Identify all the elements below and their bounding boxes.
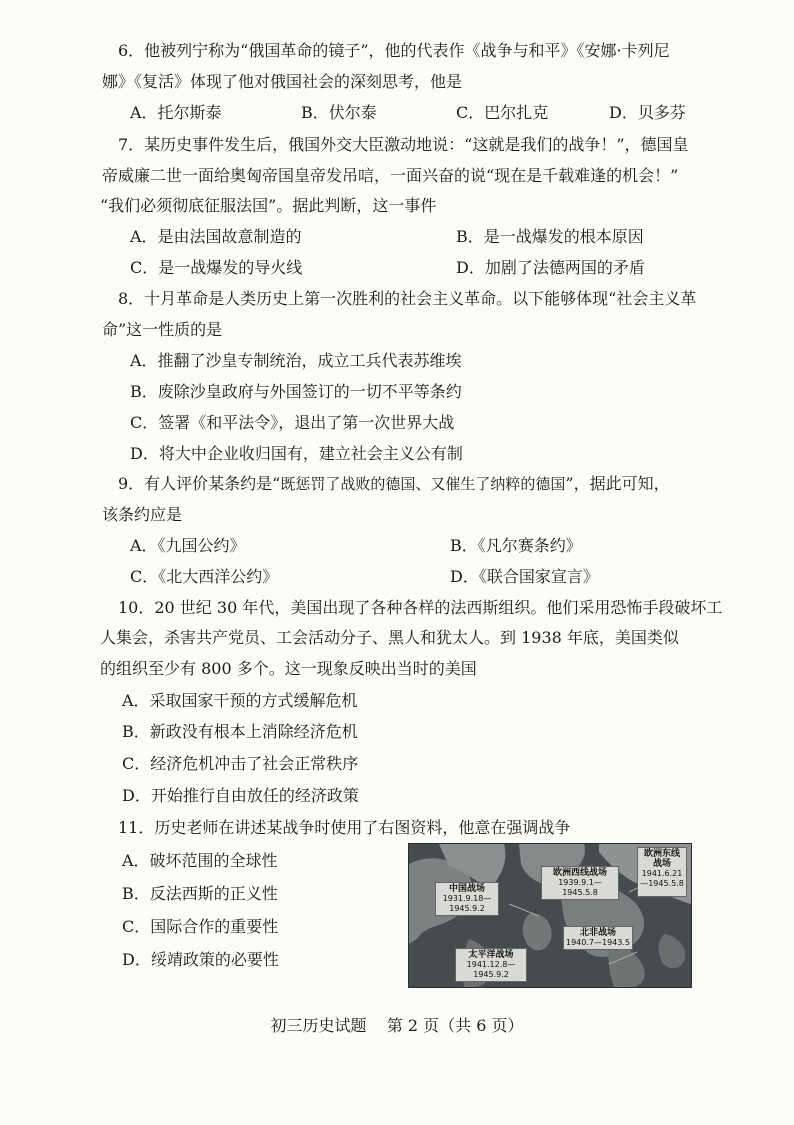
q11-option-c[interactable]: C．国际合作的重要性	[122, 917, 279, 936]
map-label-north-africa-front	[563, 926, 633, 950]
q10-option-a[interactable]: A．采取国家干预的方式缓解危机	[122, 691, 358, 710]
q6-stem-line-1: 6．他被列宁称为“俄国革命的镜子”，他的代表作《战争与和平》《安娜·卡列尼	[118, 41, 670, 60]
map-label-north-africa-title: 北非战场	[579, 928, 616, 938]
map-label-china-front	[435, 882, 499, 916]
map-label-china-title: 中国战场	[448, 884, 485, 894]
q6-option-b[interactable]: B．伏尔泰	[301, 103, 377, 122]
q6-option-a[interactable]: A．托尔斯泰	[130, 103, 222, 122]
q11-option-b[interactable]: B．反法西斯的正义性	[122, 884, 278, 903]
q7-option-a[interactable]: A．是由法国故意制造的	[130, 227, 302, 246]
q10-stem-line-2: 人集会，杀害共产党员、工会活动分子、黑人和犹太人。到 1938 年底，美国类似	[100, 628, 679, 647]
q7-option-b[interactable]: B．是一战爆发的根本原因	[456, 227, 644, 246]
q6-option-d[interactable]: D．贝多芬	[609, 103, 686, 122]
map-label-eastern-europe-dates: 1941.6.21—1945.5.8	[640, 869, 684, 888]
q9-stem-prefix: 9．有人评价某条约是“	[118, 474, 281, 493]
map-label-pacific-dates: 1941.12.8—1945.9.2	[466, 960, 516, 979]
footer-subject: 初三历史试题	[270, 1016, 367, 1035]
footer-page-number: 第 2 页（共 6 页）	[386, 1016, 524, 1035]
q8-option-a[interactable]: A．推翻了沙皇专制统治，成立工兵代表苏维埃	[130, 351, 462, 370]
map-label-eastern-europe-title: 欧洲东线战场	[643, 849, 680, 869]
q9-stem-line-1	[118, 473, 670, 495]
q8-option-b[interactable]: B．废除沙皇政府与外国签订的一切不平等条约	[130, 382, 462, 401]
q9-option-b[interactable]: B．《凡尔赛条约》	[450, 536, 582, 555]
q9-option-a[interactable]: A．《九国公约》	[130, 536, 246, 555]
q11-option-a[interactable]: A．破坏范围的全球性	[122, 851, 278, 870]
q7-option-c[interactable]: C．是一战爆发的导火线	[130, 258, 303, 277]
map-label-pacific-title: 太平洋战场	[468, 950, 514, 960]
page-footer	[0, 1013, 794, 1036]
q6-option-c[interactable]: C．巴尔扎克	[456, 103, 549, 122]
q11-option-d[interactable]: D．绥靖政策的必要性	[122, 950, 279, 969]
q7-stem-line-2: 帝威廉二世一面给奥匈帝国皇帝发吊唁，一面兴奋的说“现在是千载难逢的机会！”	[102, 166, 679, 185]
q11-stem-line-1: 11．历史老师在讲述某战争时使用了右图资料，他意在强调战争	[118, 818, 571, 837]
map-label-china-dates: 1931.9.18—1945.9.2	[442, 894, 492, 913]
map-label-pacific-front	[455, 948, 527, 982]
map-label-western-europe-front	[541, 866, 619, 900]
q9-quote: 既惩罚了战败的德国、又催生了纳粹的德国	[280, 475, 566, 493]
q10-option-c[interactable]: C．经济危机冲击了社会正常秩序	[122, 754, 359, 773]
world-war-map-figure	[408, 843, 692, 988]
q7-stem-line-1: 7．某历史事件发生后，俄国外交大臣激动地说：“这就是我们的战争！”，德国皇	[118, 135, 689, 154]
q7-option-d[interactable]: D．加剧了法德两国的矛盾	[456, 258, 645, 277]
q8-stem-line-2: 命”这一性质的是	[102, 320, 223, 339]
q10-option-b[interactable]: B．新政没有根本上消除经济危机	[122, 722, 358, 741]
q10-stem-line-3: 的组织至少有 800 多个。这一现象反映出当时的美国	[100, 659, 477, 678]
q8-option-c[interactable]: C．签署《和平法令》，退出了第一次世界大战	[130, 413, 455, 432]
q10-option-d[interactable]: D．开始推行自由放任的经济政策	[122, 786, 359, 805]
q10-stem-line-1: 10．20 世纪 30 年代，美国出现了各种各样的法西斯组织。他们采用恐怖手段破坏工	[118, 598, 723, 617]
q8-option-d[interactable]: D．将大中企业收归国有，建立社会主义公有制	[130, 444, 463, 463]
q7-stem-line-3: “我们必须彻底征服法国”。据此判断，这一事件	[100, 196, 437, 215]
q6-stem-line-2: 娜》《复活》体现了他对俄国社会的深刻思考，他是	[102, 72, 463, 91]
map-label-north-africa-dates: 1940.7—1943.5	[566, 938, 630, 947]
q8-stem-line-1: 8．十月革命是人类历史上第一次胜利的社会主义革命。以下能够体现“社会主义革	[118, 289, 697, 308]
map-label-eastern-europe-front	[637, 847, 687, 897]
q9-option-c[interactable]: C．《北大西洋公约》	[130, 567, 279, 586]
map-label-western-europe-dates: 1939.9.1—1945.5.8	[558, 878, 602, 897]
map-label-western-europe-title: 欧洲西线战场	[552, 868, 607, 878]
q9-stem-line-2: 该条约应是	[102, 505, 183, 524]
q9-stem-suffix: ”，据此可知，	[565, 474, 670, 493]
q9-option-d[interactable]: D．《联合国家宣言》	[450, 567, 599, 586]
